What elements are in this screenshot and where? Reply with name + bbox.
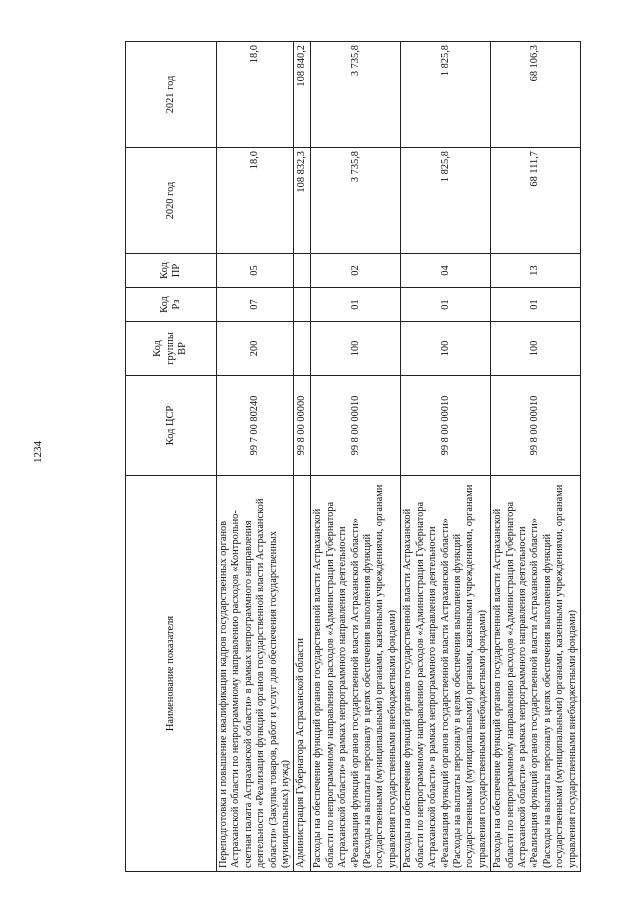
row-2020: 68 111,7: [491, 148, 581, 254]
row-rz: 01: [311, 288, 401, 322]
row-rz: 01: [491, 288, 581, 322]
row-csr: 99 7 00 80240: [217, 376, 294, 476]
row-name: Администрация Губернатора Астраханской области: [294, 476, 311, 872]
row-2020: 3 735,8: [311, 148, 401, 254]
row-2021: 1 825,8: [401, 42, 491, 148]
row-vr: 200: [217, 322, 294, 376]
row-2021: 18,0: [217, 42, 294, 148]
row-name: Расходы на обеспечение функций органов государственной власти Астраханской области по непрограммному направлению расходов «Администрация Губернатора Астраханской области» в рамках непрограммного направления деятельности «Реализация функций органов государственной власти Астраханской области» (Расходы на выплаты персоналу в целях обеспечения выполнения функций государственными (муниципальными) органами, казенными учреждениями, органами управления государственными внебюджетными фондами): [311, 476, 401, 872]
table-row: [294, 42, 311, 872]
row-csr: 99 8 00 00010: [491, 376, 581, 476]
row-vr: [294, 322, 311, 376]
row-2021: 3 735,8: [311, 42, 401, 148]
row-vr: 100: [311, 322, 401, 376]
table-row: [491, 42, 581, 872]
row-2021: 68 106,3: [491, 42, 581, 148]
row-csr: 99 8 00 00010: [401, 376, 491, 476]
rotated-page: [125, 42, 615, 872]
row-pr: 02: [311, 254, 401, 288]
row-csr: 99 8 00 00000: [294, 376, 311, 476]
row-pr: 04: [401, 254, 491, 288]
header-csr: Код ЦСР: [126, 376, 217, 476]
header-rz: Код Рз: [126, 288, 217, 322]
header-2020: 2020 год: [126, 148, 217, 254]
header-row: [126, 42, 217, 872]
table-row: [217, 42, 294, 872]
row-csr: 99 8 00 00010: [311, 376, 401, 476]
row-vr: 100: [401, 322, 491, 376]
row-rz: 07: [217, 288, 294, 322]
header-pr: Код ПР: [126, 254, 217, 288]
row-2020: 18,0: [217, 148, 294, 254]
row-vr: 100: [491, 322, 581, 376]
table-row: [311, 42, 401, 872]
row-2020: 1 825,8: [401, 148, 491, 254]
row-rz: [294, 288, 311, 322]
budget-table: [125, 41, 581, 872]
row-name: Расходы на обеспечение функций органов государственной власти Астраханской области по непрограммному направлению расходов «Администрация Губернатора Астраханской области» в рамках непрограммного направления деятельности «Реализация функций органов государственной власти Астраханской области» (Расходы на выплаты персоналу в целях обеспечения выполнения функций государственными (муниципальными) органами, казенными учреждениями, органами управления государственными внебюджетными фондами): [491, 476, 581, 872]
row-pr: 05: [217, 254, 294, 288]
row-name: Переподготовка и повышение квалификации кадров государственных органов Астраханской области по непрограммному направлению расходов «Контрольно-счетная палата Астраханской области» в рамках непрограммного направления деятельности «Реализация функций органов государственной власти Астраханской области» (Закупка товаров, работ и услуг для обеспечения государственных (муниципальных) нужд): [217, 476, 294, 872]
row-pr: [294, 254, 311, 288]
row-2020: 108 832,3: [294, 148, 311, 254]
page-number: 1234: [32, 441, 44, 463]
row-name: Расходы на обеспечение функций органов государственной власти Астраханской области по непрограммному направлению расходов «Администрация Губернатора Астраханской области» в рамках непрограммного направления деятельности «Реализация функций органов государственной власти Астраханской области» (Расходы на выплаты персоналу в целях обеспечения выполнения функций государственными (муниципальными) органами, казенными учреждениями, органами управления государственными внебюджетными фондами): [401, 476, 491, 872]
table-row: [401, 42, 491, 872]
header-vr: Код группы ВР: [126, 322, 217, 376]
header-2021: 2021 год: [126, 42, 217, 148]
row-pr: 13: [491, 254, 581, 288]
row-2021: 108 840,2: [294, 42, 311, 148]
header-name: Наименование показателя: [126, 476, 217, 872]
row-rz: 01: [401, 288, 491, 322]
